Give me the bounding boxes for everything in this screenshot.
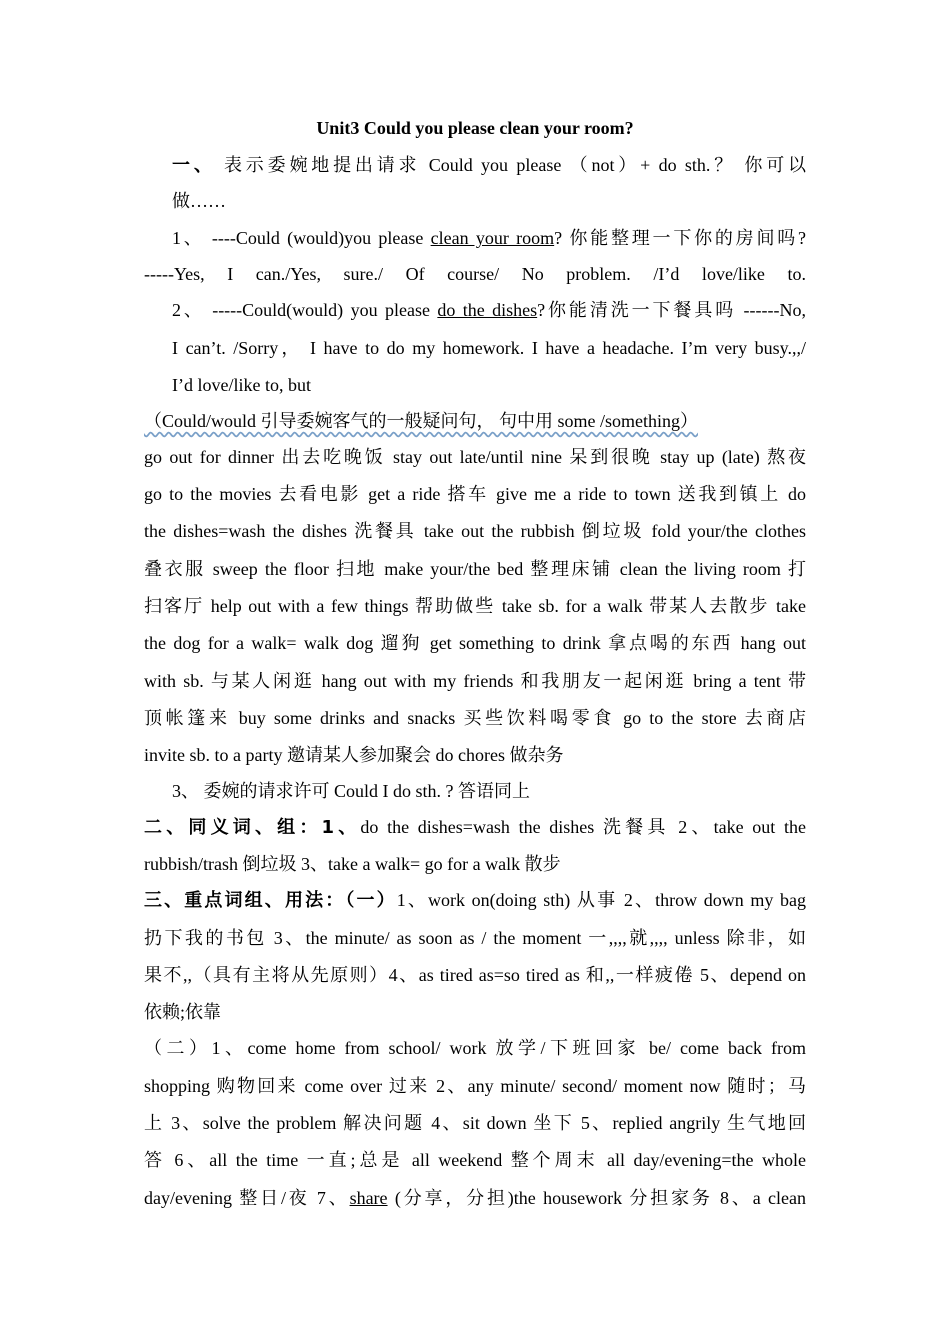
example-2-suffix: ?你能清洗一下餐具吗 ------No, [537,300,806,320]
text-line: go out for dinner 出去吃晚饭 stay out late/until nine 呆到很晚 stay up (late) 熬夜 [144,447,806,467]
section-2-heading: 二、同义词、组：1、 [144,817,361,838]
example-2-prefix: 2、 -----Could(would) you please [172,300,438,320]
example-1-line [172,225,806,251]
example-1-prefix: 1、 ----Could (would)you please [172,228,431,248]
text-line: 扔下我的书包 3、the minute/ as soon as / the moment 一,,,,就,,,, unless 除非，如 [144,928,806,948]
text-line: 扫客厅 help out with a few things 帮助做些 take sb. for a walk 带某人去散步 take [144,596,806,616]
text-line: 依赖;依靠 [144,1002,222,1022]
text-line: 上 3、solve the problem 解决问题 4、sit down 坐下 5、replied angrily 生气地回 [144,1113,806,1133]
text-line: 做…… [172,191,226,211]
text-line: 答 6、all the time 一直;总是 all weekend 整个周末 all day/evening=the whole [144,1150,806,1170]
example-3-line: 3、 委婉的请求许可 Could I do sth. ? 答语同上 [172,781,530,801]
example-2-line [172,297,806,323]
text-line: -----Yes, I can./Yes, sure./ Of course/ No problem. /I’d love/like to. [144,264,806,284]
text-line: I can’t. /Sorry， I have to do my homework. I have a headache. I’m very busy.,,/ [172,338,806,358]
text-line: rubbish/trash 倒垃圾 3、take a walk= go for a walk 散步 [144,854,561,874]
text-line: 叠衣服 sweep the floor 扫地 make your/the bed 整理床铺 clean the living room 打 [144,559,806,579]
share-line [144,1185,806,1211]
page-title: Unit3 Could you please clean your room? [316,118,634,138]
section-2-line [144,814,806,840]
example-1-suffix: ? 你能整理一下你的房间吗? [554,228,806,248]
wavy-note: （Could/would 引导委婉客气的一般疑问句， 句中用 some /something） [144,411,698,431]
text-line: 顶帐篷来 buy some drinks and snacks 买些饮料喝零食 go to the store 去商店 [144,708,806,728]
example-2-underlined: do the dishes [437,300,538,320]
subsection-2-line: （二）1、come home from school/ work 放学/下班回家 be/ come back from [144,1038,806,1058]
section-3-line [144,887,806,913]
text-line: go to the movies 去看电影 get a ride 搭车 give me a ride to town 送我到镇上 do [144,484,806,504]
example-1-underlined: clean your room [430,228,555,248]
share-prefix: day/evening 整日/夜 7、 [144,1188,350,1208]
share-underlined: share [349,1188,388,1208]
section-3-text: 1、work on(doing sth) 从事 2、throw down my bag [396,890,806,910]
text-line: with sb. 与某人闲逛 hang out with my friends 和我朋友一起闲逛 bring a tent 带 [144,671,806,691]
text-line: I’d love/like to, but [172,375,311,395]
text-line: shopping 购物回来 come over 过来 2、any minute/ second/ moment now 随时；马 [144,1076,806,1096]
section-1-heading: 表示委婉地提出请求 Could you please （not）+ do sth.？ 你可以 [223,155,807,175]
text-line: the dishes=wash the dishes 洗餐具 take out the rubbish 倒垃圾 fold your/the clothes [144,521,806,541]
text-line: invite sb. to a party 邀请某人参加聚会 do chores 做杂务 [144,745,564,765]
share-suffix: (分享，分担)the housework 分担家务 8、a clean [387,1188,806,1208]
note-line [144,408,806,434]
text-line: 果不,,（具有主将从先原则）4、as tired as=so tired as 和,,一样疲倦 5、depend on [144,965,806,985]
text-line: the dog for a walk= walk dog 遛狗 get something to drink 拿点喝的东西 hang out [144,633,806,653]
section-2-text: do the dishes=wash the dishes 洗餐具 2、take out the [360,817,806,837]
section-1-number: 一、 [172,155,216,176]
section-1-heading-line [172,152,806,178]
section-3-heading: 三、重点词组、用法：（一） [144,890,397,911]
